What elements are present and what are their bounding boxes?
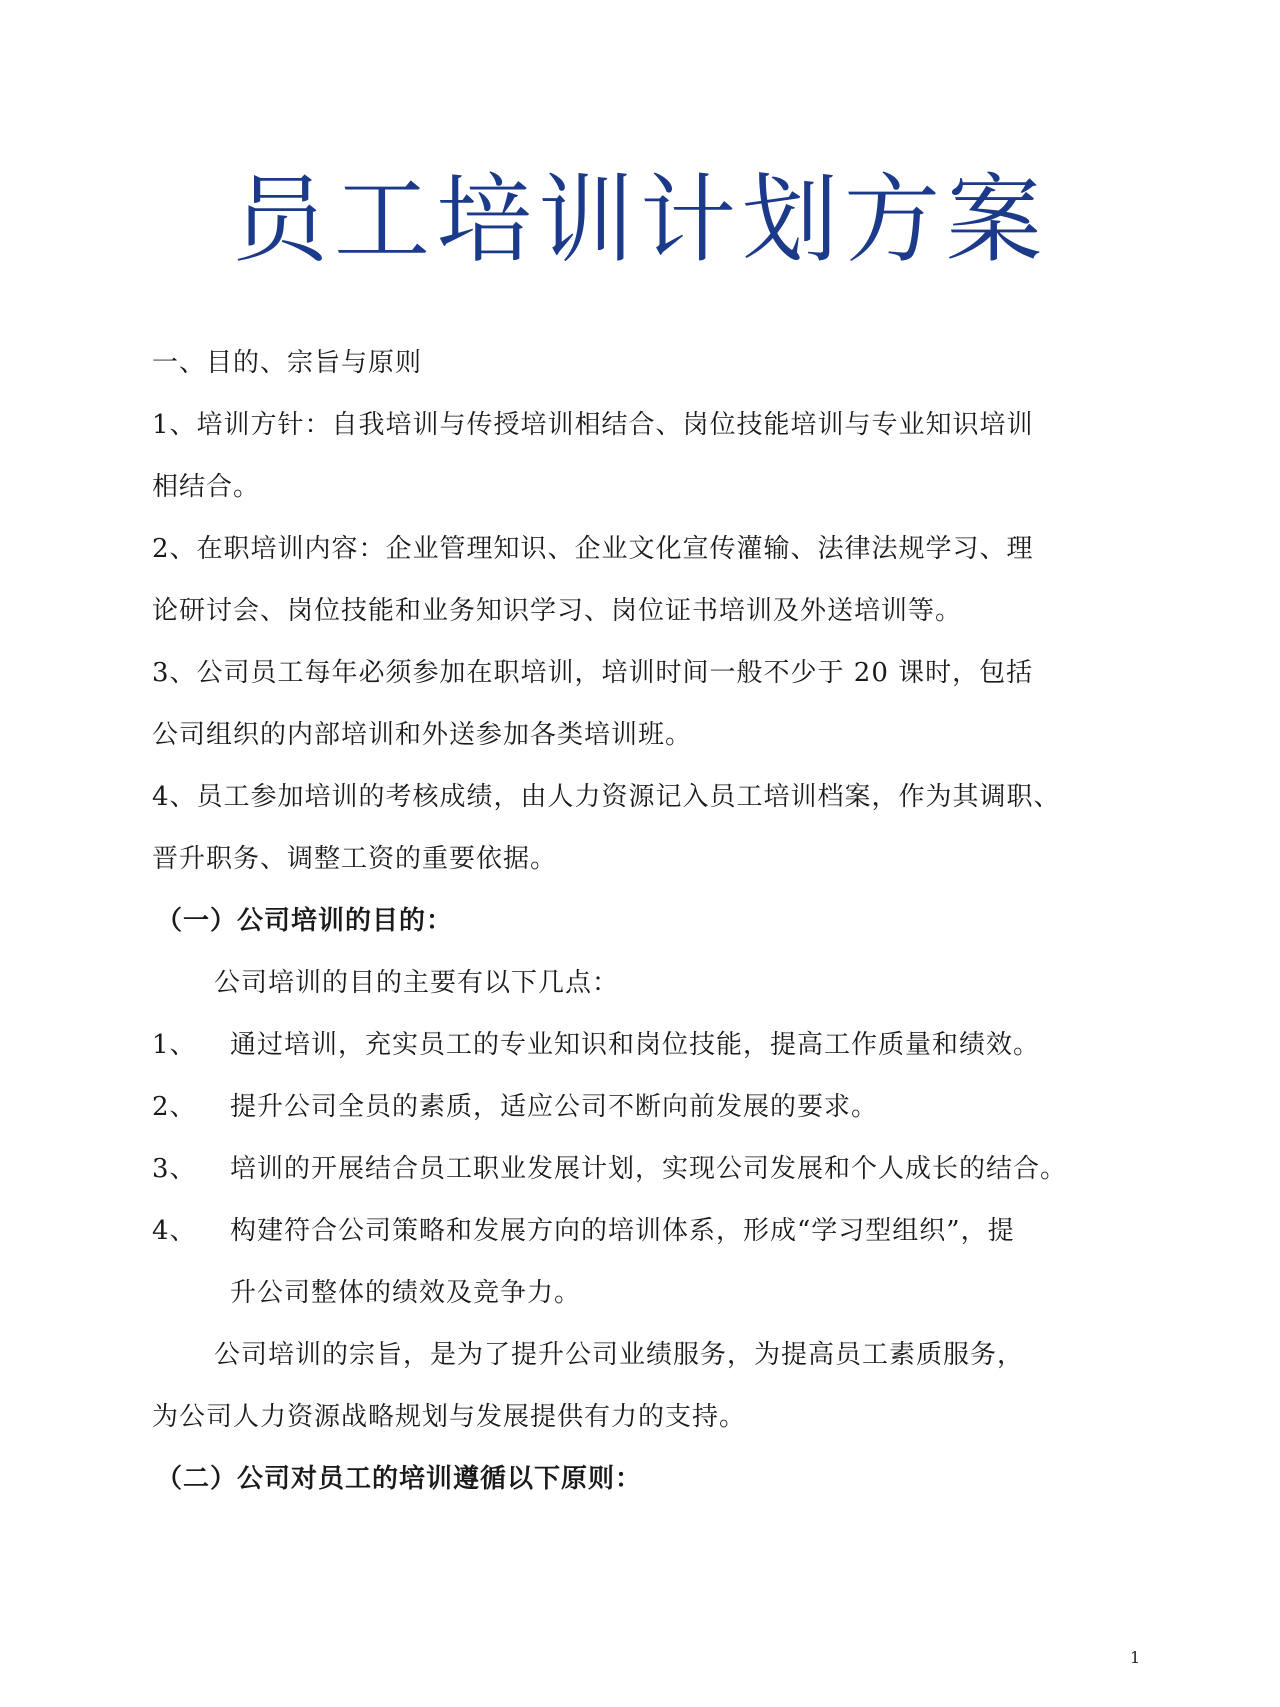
section-heading: 一、目的、宗旨与原则 [152,348,423,378]
list-text: 构建符合公司策略和发展方向的培训体系，形成“学习型组织”，提 [230,1216,1015,1246]
purpose-paragraph-line: 为公司人力资源战略规划与发展提供有力的支持。 [152,1402,747,1432]
list-text: 通过培训，充实员工的专业知识和岗位技能，提高工作质量和绩效。 [230,1030,1041,1060]
paragraph-line: 3、公司员工每年必须参加在职培训，培训时间一般不少于 20 课时，包括 [152,658,1034,688]
list-text: 培训的开展结合员工职业发展计划，实现公司发展和个人成长的结合。 [230,1154,1068,1184]
list-item [152,1090,878,1124]
paragraph-line: 公司组织的内部培训和外送参加各类培训班。 [152,720,693,750]
intro-line: 公司培训的目的主要有以下几点： [214,968,620,998]
list-item [152,1214,1015,1248]
list-number: 2、 [152,1092,197,1122]
list-number: 1、 [152,1030,197,1060]
paragraph-line: 相结合。 [152,472,261,502]
list-number: 4、 [152,1216,197,1246]
list-text-continuation: 升公司整体的绩效及竞争力。 [230,1278,582,1308]
list-item [152,1152,1067,1186]
subsection-heading: （一）公司培训的目的： [156,906,454,936]
paragraph-line: 1、培训方针：自我培训与传授培训相结合、岗位技能培训与专业知识培训 [152,410,1034,440]
list-number: 3、 [152,1154,197,1184]
list-item [152,1028,1040,1062]
paragraph-line: 晋升职务、调整工资的重要依据。 [152,844,558,874]
purpose-paragraph-line: 公司培训的宗旨，是为了提升公司业绩服务，为提高员工素质服务， [214,1340,1025,1370]
page-number: 1 [1130,1648,1141,1667]
paragraph-line: 4、员工参加培训的考核成绩，由人力资源记入员工培训档案，作为其调职、 [152,782,1061,812]
paragraph-line: 论研讨会、岗位技能和业务知识学习、岗位证书培训及外送培训等。 [152,596,963,626]
list-text: 提升公司全员的素质，适应公司不断向前发展的要求。 [230,1092,879,1122]
paragraph-line: 2、在职培训内容：企业管理知识、企业文化宣传灌输、法律法规学习、理 [152,534,1034,564]
subsection-heading: （二）公司对员工的培训遵循以下原则： [156,1464,643,1494]
document-title: 员工培训计划方案 [232,164,1048,276]
